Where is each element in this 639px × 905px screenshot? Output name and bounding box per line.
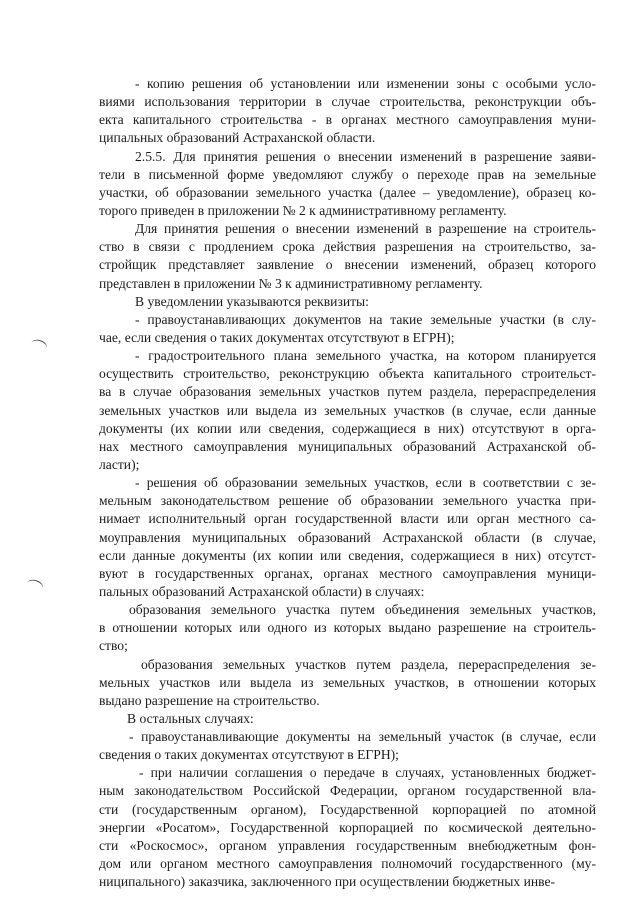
text-line: если данные документы (их копии или сведения, содержащиеся в них) отсутст- [99, 547, 596, 563]
paragraph [99, 601, 596, 655]
paragraph [99, 710, 596, 728]
text-line: чае, если сведения о таких документах отсутствуют в ЕГРН); [99, 329, 455, 345]
text-line: представлен в приложении № 3 к административному регламенту. [99, 275, 483, 291]
text-line: В остальных случаях: [127, 710, 254, 726]
text-line: пальных образований Астраханской области) в случаях: [99, 583, 425, 599]
paragraph [99, 293, 596, 311]
text-line: сти (государственным органом), Государственной корпорацией по атомной [99, 801, 596, 817]
margin-pencil-mark [26, 578, 45, 593]
text-line: В уведомлении указываются реквизиты: [135, 293, 369, 309]
text-line: сведения о таких документах отсутствуют в ЕГРН); [99, 747, 399, 763]
text-line: дом или органом местного самоуправления полномочий государственного (му- [99, 856, 596, 872]
text-line: сти «Роскосмос», органом управления государственным внебюджетным фон- [99, 837, 596, 853]
text-line: в отношении которых или одного из которых выдано разрешение на строитель- [99, 620, 596, 636]
document-body [99, 75, 596, 891]
text-line: земельных участков или выдела из земельных участков (в случае, если данные [99, 402, 596, 418]
text-line: виями использования территории в случае строительства, реконструкции объ- [99, 94, 596, 110]
text-line: мельным законодательством решение об образовании земельного участка при- [99, 493, 596, 509]
text-line: образования земельных участков путем раздела, перераспределения зе- [141, 656, 596, 672]
paragraph [99, 347, 596, 474]
paragraph [99, 148, 596, 221]
paragraph [99, 311, 596, 347]
text-line: ство в связи с продлением срока действия разрешения на строительство, за- [99, 239, 596, 255]
text-line: осуществить строительство, реконструкцию объекта капитального строительст- [99, 366, 596, 382]
text-line: 2.5.5. Для принятия решения о внесении изменений в разрешение заяви- [135, 148, 596, 164]
text-line: - правоустанавливающие документы на земельный участок (в случае, если [129, 729, 596, 745]
paragraph [99, 474, 596, 601]
text-line: стройщик представляет заявление о внесении изменений, образец которого [99, 257, 596, 273]
paragraph [99, 728, 596, 764]
paragraph [99, 75, 596, 148]
text-line: ципальных образований Астраханской области. [99, 130, 376, 146]
text-line: - правоустанавливающих документов на такие земельные участки (в слу- [135, 311, 596, 327]
text-line: ство; [99, 638, 128, 654]
paragraph [99, 220, 596, 293]
text-line: нимает исполнительный орган государственной власти или орган местного са- [99, 511, 596, 527]
text-line: екта капитального строительства - в органах местного самоуправления муни- [99, 112, 596, 128]
text-line: энергии «Росатом», Государственной корпорацией по космической деятельно- [99, 819, 596, 835]
text-line: участки, об образовании земельного участка (далее – уведомление), образец ко- [99, 184, 596, 200]
text-line: ва в случае образования земельных участков путем раздела, перераспределения [99, 384, 596, 400]
text-line: - при наличии соглашения о передаче в случаях, установленных бюджет- [139, 765, 596, 781]
text-line: мельных участков или выдела из земельных участков, в отношении которых [99, 674, 596, 690]
text-line: документы (их копии или сведения, содержащиеся в них) отсутствуют в орга- [99, 420, 596, 436]
text-line: - градостроительного плана земельного участка, на котором планируется [135, 348, 596, 364]
text-line: - решения об образовании земельных участков, если в соответствии с зе- [135, 475, 596, 491]
text-line: образования земельного участка путем объединения земельных участков, [129, 602, 596, 618]
text-line: ниципального) заказчика, заключенного при осуществлении бюджетных инве- [99, 874, 556, 890]
text-line: ласти); [99, 456, 140, 472]
text-line: нах местного самоуправления муниципальных образований Астраханской об- [99, 438, 596, 454]
paragraph [99, 656, 596, 710]
margin-pencil-mark [30, 338, 49, 353]
text-line: моуправления муниципальных образований Астраханской области (в случае, [99, 529, 596, 545]
text-line: торого приведен в приложении № 2 к административному регламенту. [99, 202, 507, 218]
text-line: Для принятия решения о внесении изменений в разрешение на строитель- [135, 221, 596, 237]
text-line: тели в письменной форме уведомляют службу о переходе прав на земельные [99, 166, 596, 182]
text-line: ным законодательством Российской Федерации, органом государственной вла- [99, 783, 596, 799]
paragraph [99, 764, 596, 891]
text-line: выдано разрешение на строительство. [99, 692, 320, 708]
text-line: - копию решения об установлении или изменении зоны с особыми усло- [135, 76, 596, 91]
text-line: вуют в государственных органах, органах местного самоуправления муници- [99, 565, 596, 581]
